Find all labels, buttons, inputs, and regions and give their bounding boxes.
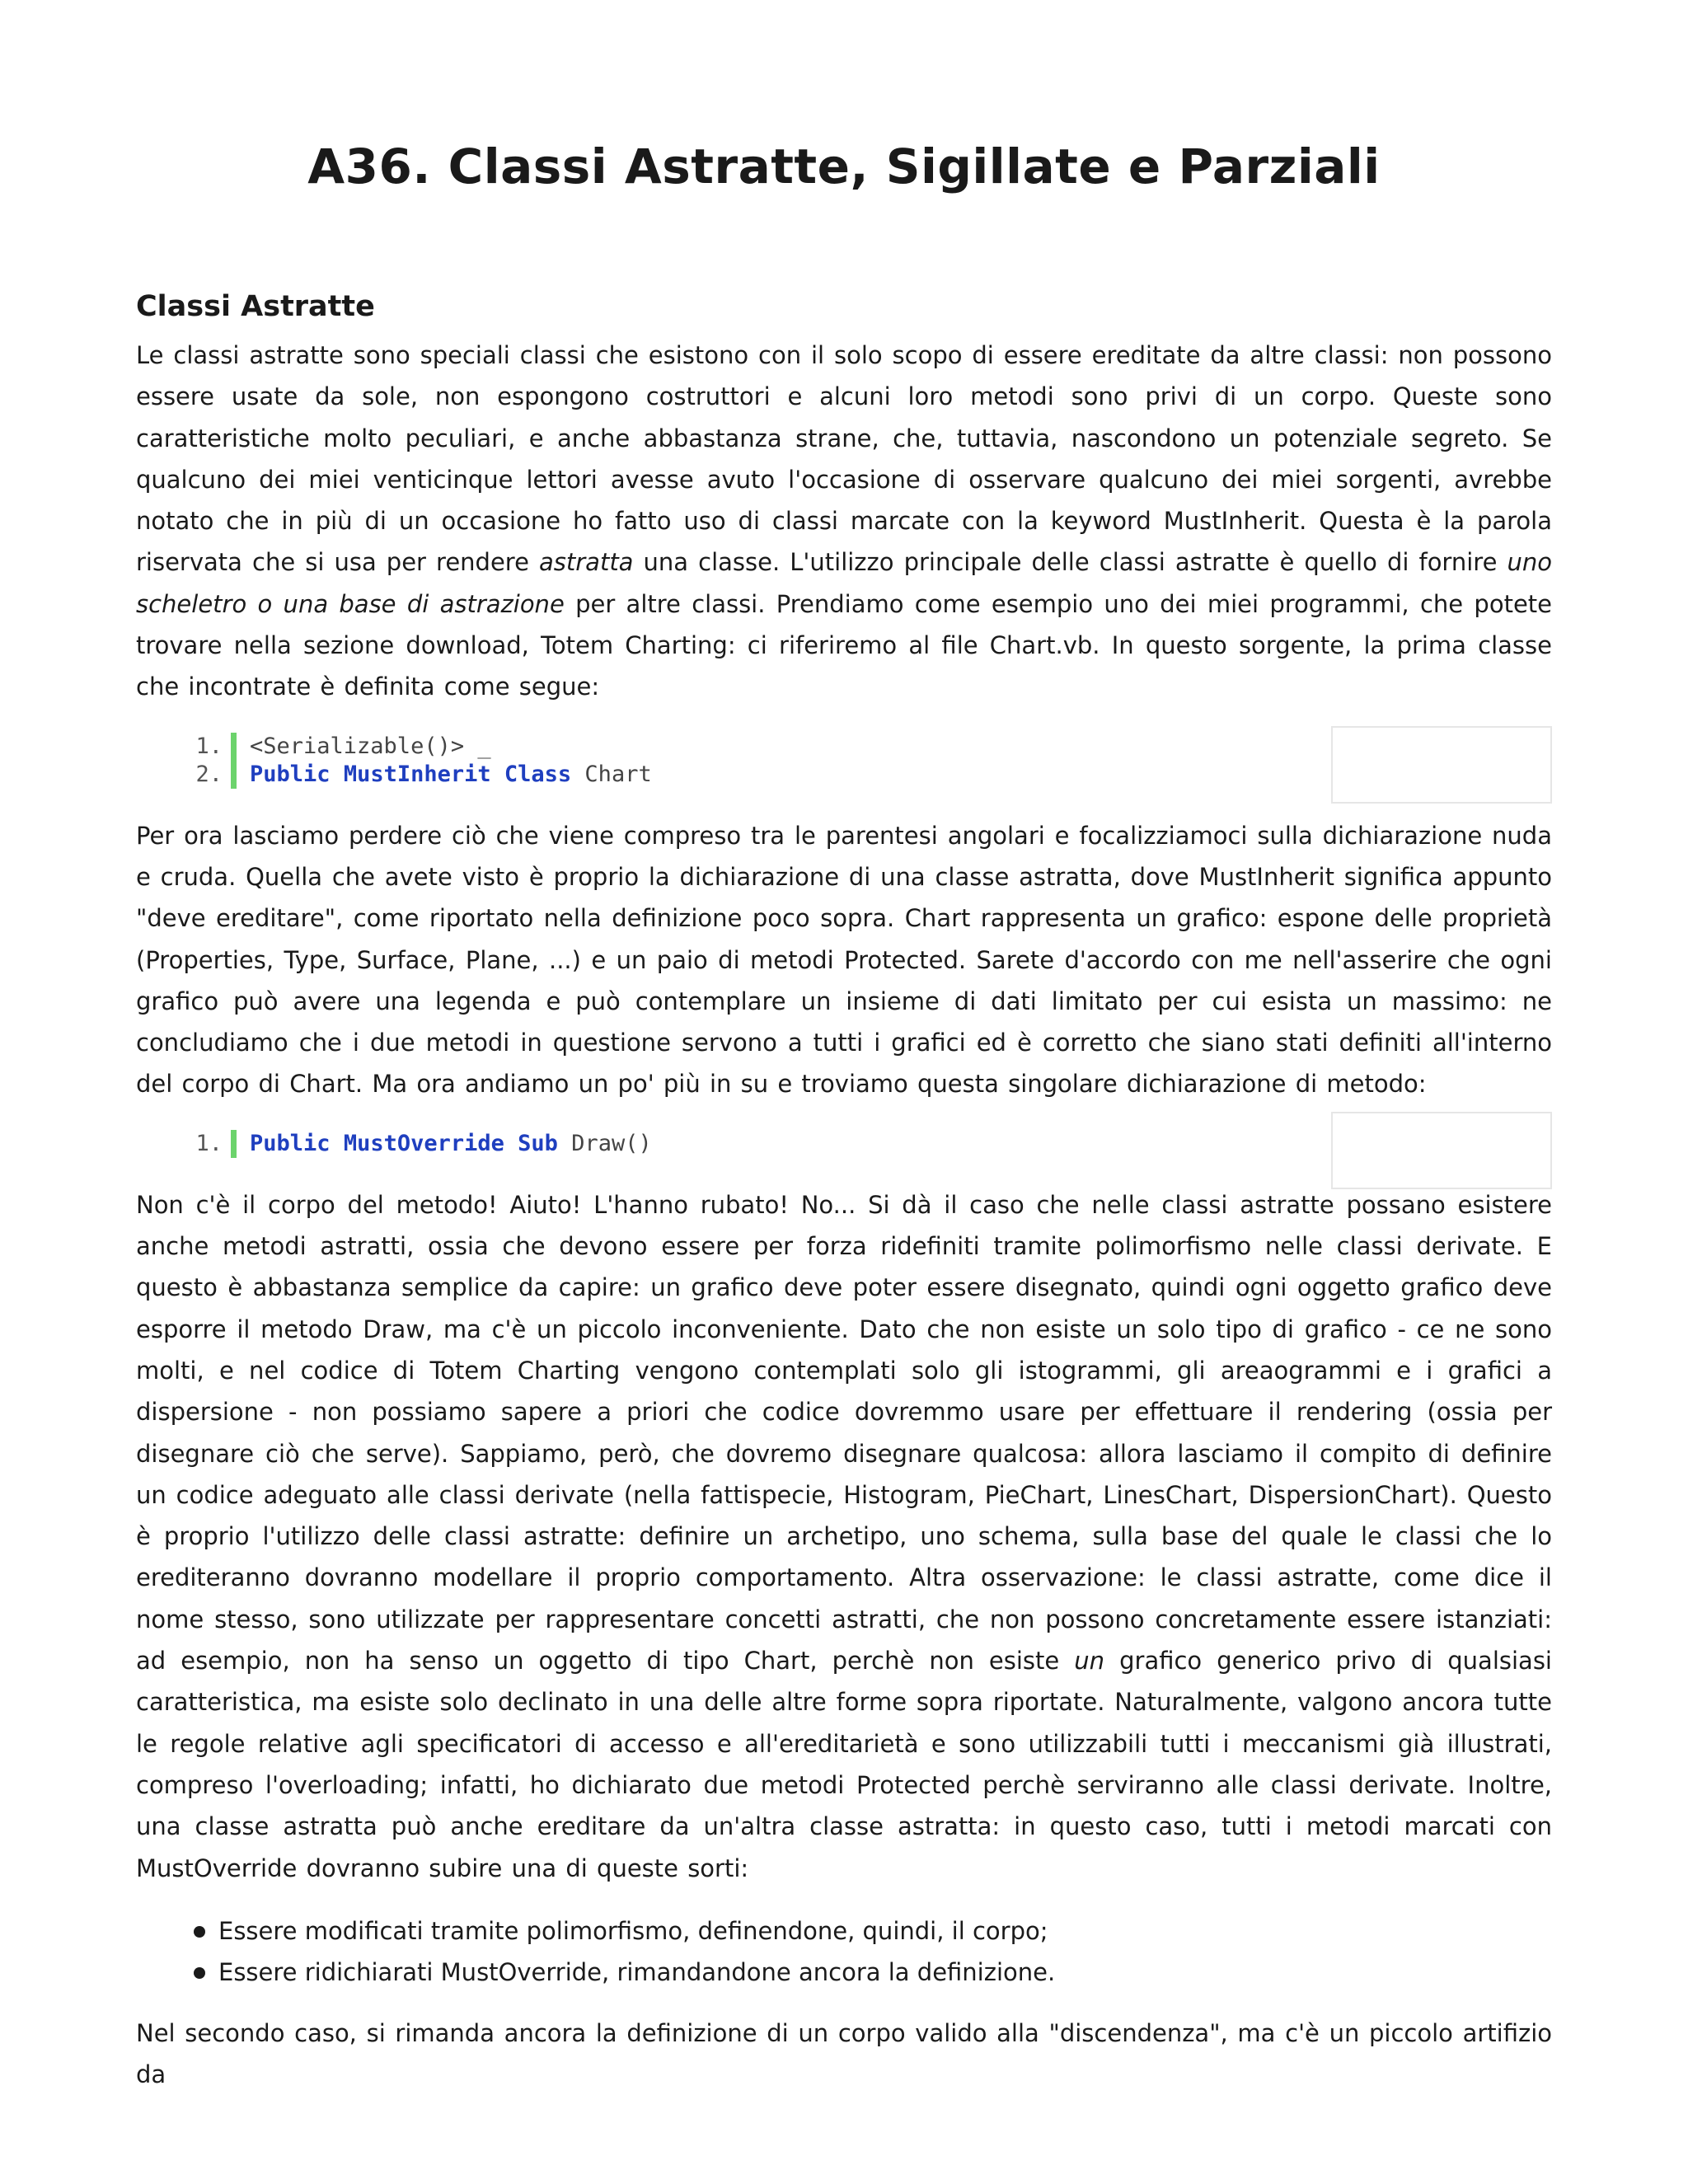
code-block-method-declaration: [136, 1130, 1552, 1158]
emphasis-text: astratta: [539, 548, 634, 577]
code-keyword: MustInherit: [343, 761, 491, 787]
code-toolbar-box: [1331, 1112, 1552, 1189]
list-item-text: Essere ridichiarati MustOverride, rimandandone ancora la definizione.: [218, 1957, 1056, 1986]
code-text: Chart: [571, 761, 652, 787]
bullet-icon: [194, 1926, 205, 1938]
text-run: Le classi astratte sono speciali classi che esistono con il solo scopo di essere ereditate da altre classi: non possono essere usate da sole, non espongono costruttori e alcuni loro metodi sono privi di un corpo. Queste sono caratteristiche molto peculiari, e anche abbastanza strane, che, tuttavia, nascondono un potenziale segreto. Se qualcuno dei miei venticinque lettori avesse avuto l'occasione di osservare qualcuno dei miei sorgenti, avrebbe notato che in più di un occasione ho fatto uso di classi marcate con la keyword MustInherit. Questa è la parola riservata che si usa per rendere: [136, 341, 1552, 577]
line-marker: [231, 761, 237, 789]
article-body: [136, 288, 1552, 2095]
list-item: [136, 1952, 1552, 1993]
text-run: grafico generico privo di qualsiasi caratteristica, ma esiste solo declinato in una delle altre forme sopra riportate. Naturalmente, valgono ancora tutte le regole relative agli specificatori di accesso e all'ereditarietà e sono utilizzabili tutti i meccanismi già illustrati, compreso l'overloading; infatti, ho dichiarato due metodi Protected perchè serviranno alle classi derivate. Inoltre, una classe astratta può anche ereditare da un'altra classe astratta: in questo caso, tutti i metodi marcati con MustOverride dovranno subire una di queste sorti:: [136, 1647, 1552, 1882]
bullet-icon: [194, 1967, 205, 1979]
emphasis-text: un: [1074, 1647, 1105, 1675]
line-number: 1.: [195, 1130, 223, 1156]
paragraph-intro: [136, 335, 1552, 708]
paragraph-explanation: Per ora lasciamo perdere ciò che viene compreso tra le parentesi angolari e focalizziamoci sulla dichiarazione nuda e cruda. Quella che avete visto è proprio la dichiarazione di una classe astratta, dove MustInherit significa appunto "deve ereditare", come riportato nella definizione poco sopra. Chart rappresenta un grafico: espone delle proprietà (Properties, Type, Surface, Plane, ...) e un paio di metodi Protected. Sarete d'accordo con me nell'asserire che ogni grafico può avere una legenda e può contemplare un insieme di dati limitato per cui esista un massimo: ne concludiamo che i due metodi in questione servono a tutti i grafici ed è corretto che siano stati definiti all'interno del corpo di Chart. Ma ora andiamo un po' più in su e troviamo questa singolare dichiarazione di metodo:: [136, 821, 1552, 1099]
code-block-class-declaration: [136, 733, 1552, 789]
emphasis-text: uno scheletro o una base di astrazione: [136, 548, 1552, 618]
paragraph-continuation: Nel secondo caso, si rimanda ancora la definizione di un corpo valido alla "discendenza", ma c'è un piccolo artifizio da: [136, 2018, 1552, 2089]
bullet-list: [136, 1910, 1552, 1993]
code-text: Draw(): [557, 1130, 652, 1156]
text-run: una classe. L'utilizzo principale delle classi astratte è quello di fornire: [633, 548, 1507, 577]
code-keyword: Class: [504, 761, 572, 787]
page-title: A36. Classi Astratte, Sigillate e Parziali: [307, 138, 1381, 194]
line-number: 1.: [195, 733, 223, 759]
section-heading: Classi Astratte: [136, 290, 375, 323]
code-keyword: MustOverride: [343, 1130, 504, 1156]
text-run: Non c'è il corpo del metodo! Aiuto! L'hanno rubato! No... Si dà il caso che nelle classi astratte possano esistere anche metodi astratti, ossia che devono essere per forza ridefiniti tramite polimorfismo nelle classi derivate. E questo è abbastanza semplice da capire: un grafico deve poter essere disegnato, quindi ogni oggetto grafico deve esporre il metodo Draw, ma c'è un piccolo inconveniente. Dato che non esiste un solo tipo di grafico - ce ne sono molti, e nel codice di Totem Charting vengono contemplati solo gli istogrammi, gli areaogrammi e i grafici a dispersione - non possiamo sapere a priori che codice dovremmo usare per effettuare il rendering (ossia per disegnare ciò che serve). Sappiamo, però, che dovremo disegnare qualcosa: allora lasciamo il compito di definire un codice adeguato alle classi derivate (nella fattispecie, Histogram, PieChart, LinesChart, DispersionChart). Questo è proprio l'utilizzo delle classi astratte: definire un archetipo, uno schema, sulla base del quale le classi che lo erediteranno dovranno modellare il proprio comportamento. Altra osservazione: le classi astratte, come dice il nome stesso, sono utilizzate per rappresentare concetti astratti, che non possono concretamente essere istanziati: ad esempio, non ha senso un oggetto di tipo Chart, perchè non esiste: [136, 1190, 1552, 1675]
line-marker: [231, 1130, 237, 1158]
list-item-text: Essere modificati tramite polimorfismo, definendone, quindi, il corpo;: [218, 1916, 1048, 1945]
list-item: [136, 1910, 1552, 1952]
code-toolbar-box: [1331, 726, 1552, 804]
paragraph-abstract-methods: [136, 1184, 1552, 1889]
code-keyword: Sub: [518, 1130, 558, 1156]
text-run: per altre classi. Prendiamo come esempio uno dei miei programmi, che potete trovare nella sezione download, Totem Charting: ci riferiremo al file Chart.vb. In questo sorgente, la prima classe che incontrate è definita come segue:: [136, 589, 1552, 701]
code-keyword: Public: [250, 1130, 331, 1156]
line-number: 2.: [195, 761, 223, 787]
code-keyword: Public: [250, 761, 331, 787]
line-marker: [231, 733, 237, 761]
code-text: <Serializable()> _: [250, 733, 491, 759]
